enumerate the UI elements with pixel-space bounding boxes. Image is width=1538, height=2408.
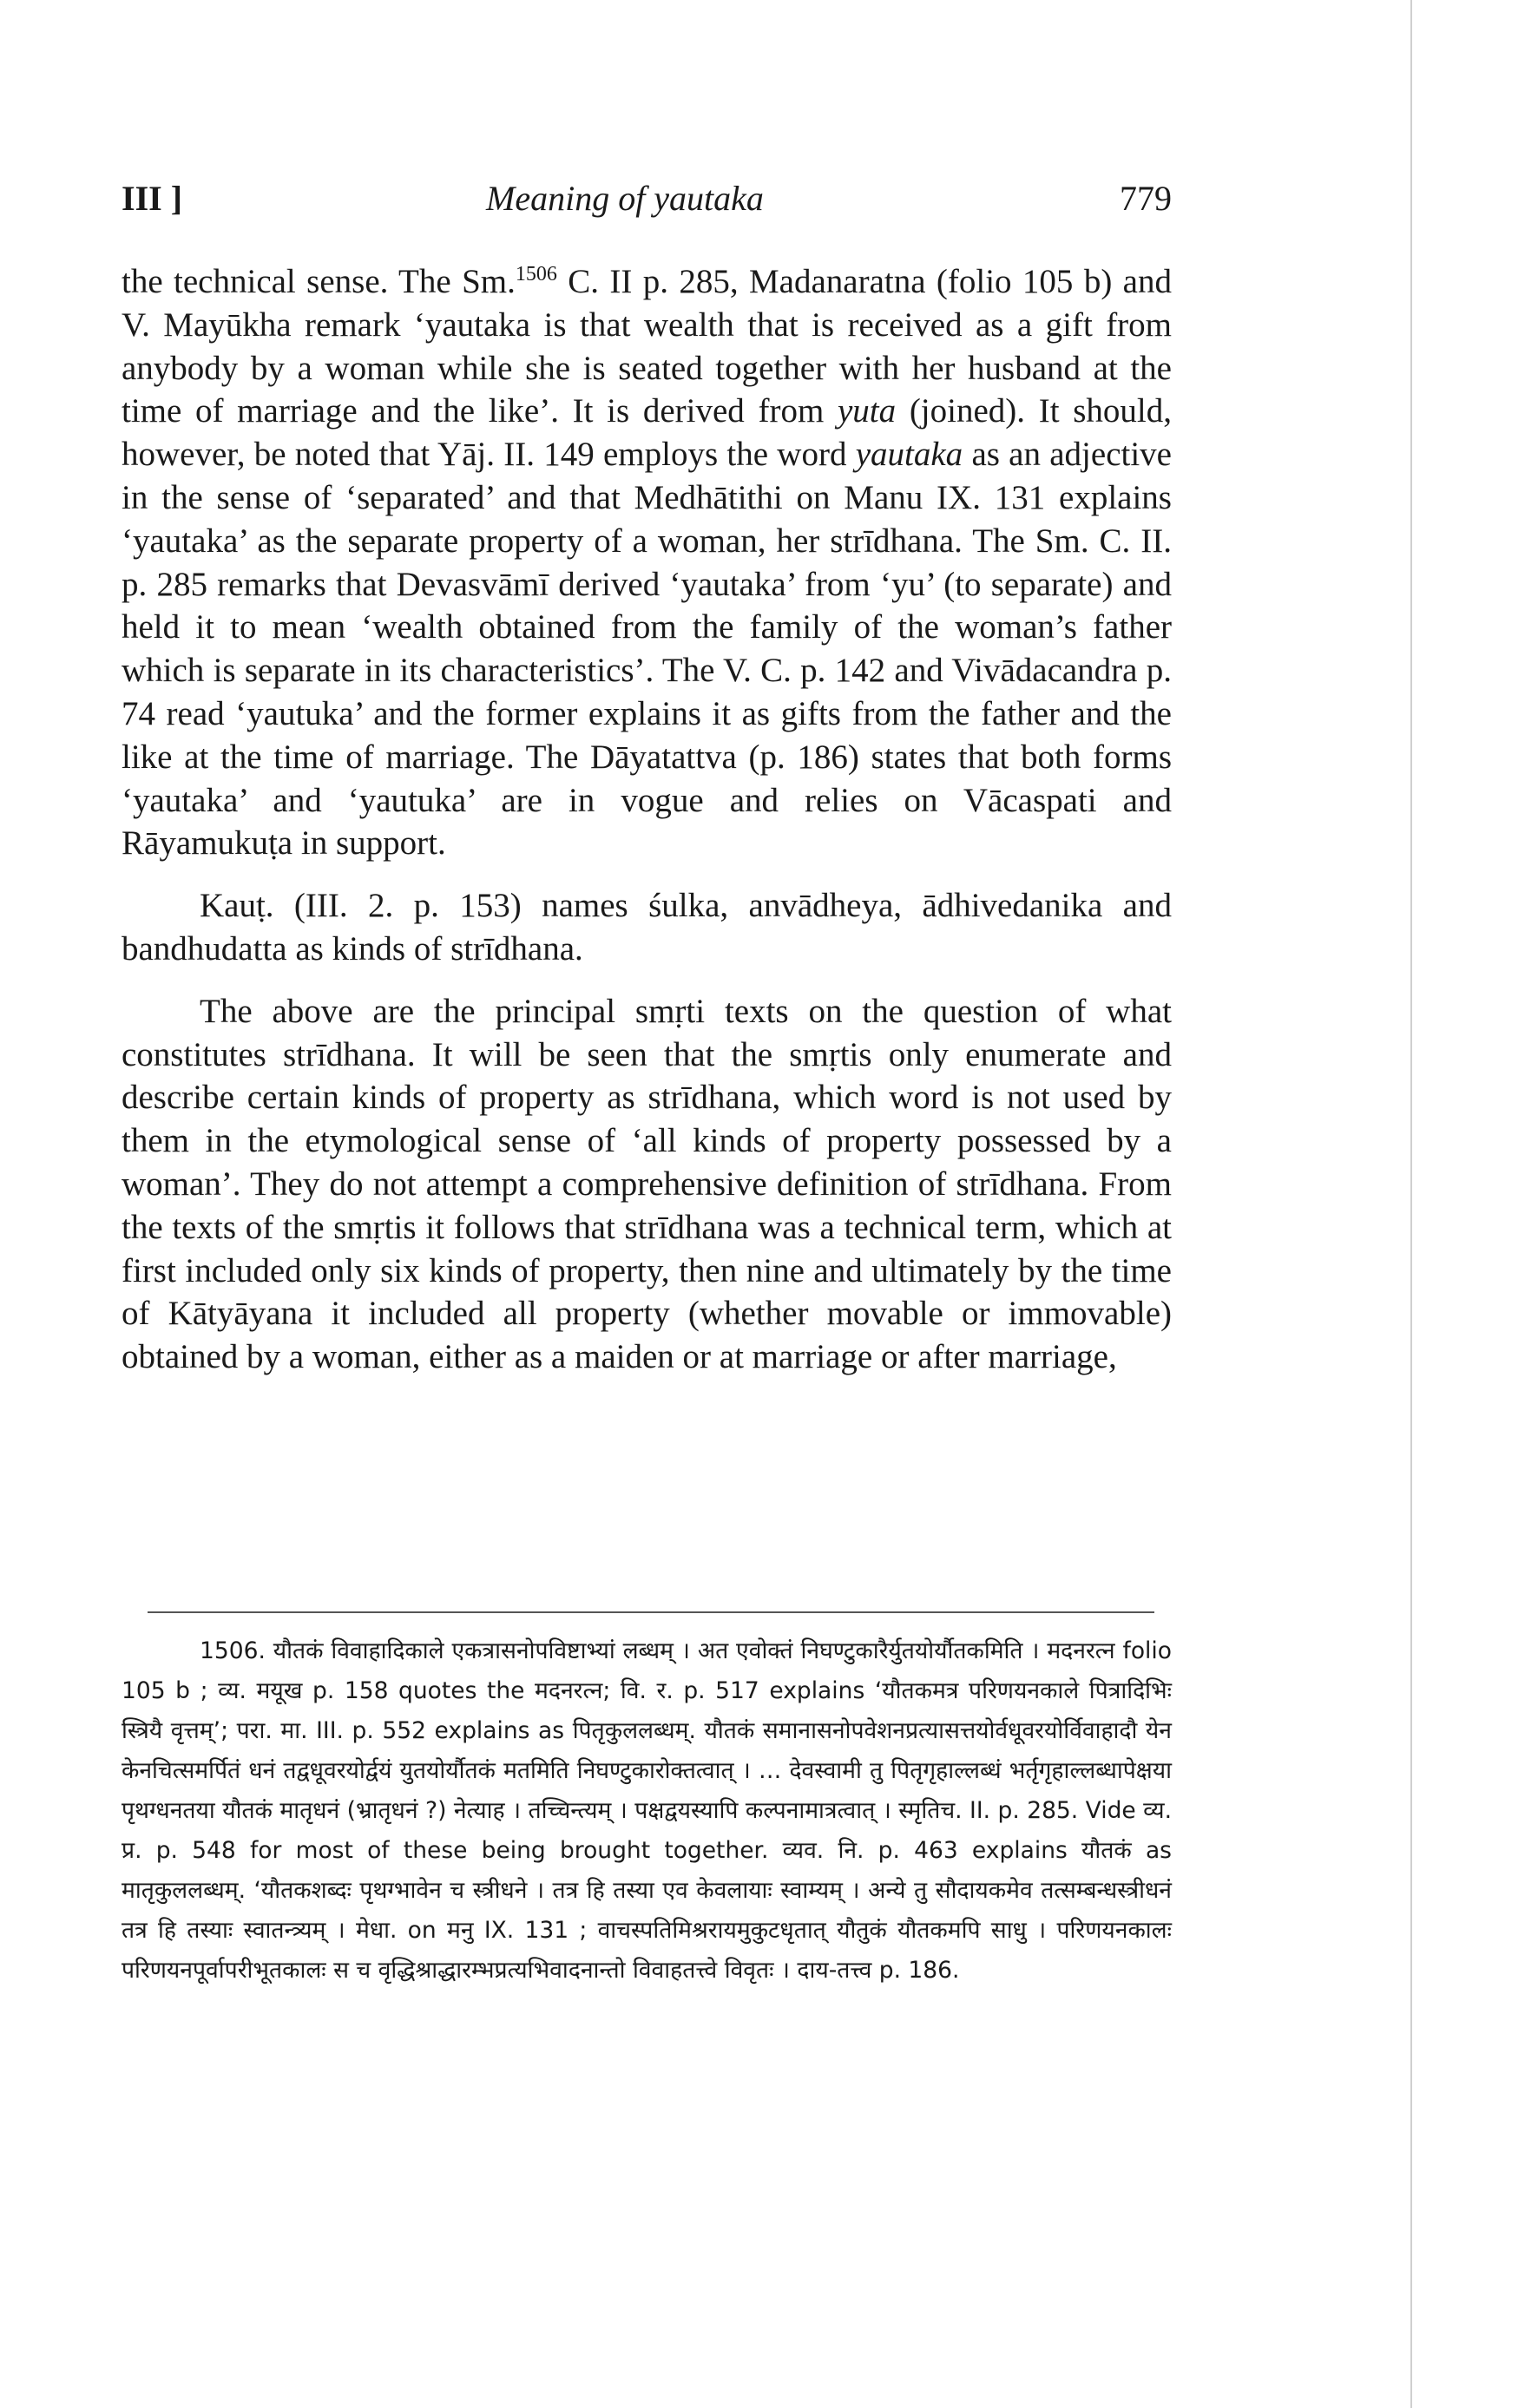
page-header bbox=[122, 178, 1172, 230]
footnote-paragraph bbox=[122, 1631, 1172, 1991]
paragraph-text: (joined). It should, however, be noted that Yāj. II. 149 employs the word bbox=[122, 392, 1172, 474]
footnote-reference: 1506 bbox=[515, 263, 557, 285]
main-text bbox=[122, 260, 1172, 1379]
running-title: Meaning of yautaka bbox=[486, 179, 764, 218]
scan-edge-line bbox=[1410, 0, 1412, 2408]
paragraph-text: C. II p. 285, Madanaratna (folio 105 b) and V. Mayūkha remark ‘yautaka is that wealth that is received as a gift from anybody by a woman while she is seated together with her husband at the time of marriage and the like’. It is derived from bbox=[122, 263, 1172, 430]
paragraph-kautilya: Kauṭ. (III. 2. p. 153) names śulka, anvādheya, ādhivedanika and bandhudatta as kinds of strīdhana. bbox=[122, 887, 1172, 968]
footnote-separator bbox=[148, 1611, 1154, 1613]
chapter-marker: III ] bbox=[122, 179, 183, 218]
footnote-1506 bbox=[122, 1631, 1172, 1991]
footnote-number: 1506. bbox=[200, 1637, 266, 1664]
paragraph-gap bbox=[122, 865, 1172, 884]
paragraph-gap bbox=[122, 971, 1172, 990]
page-number: 779 bbox=[1120, 179, 1172, 218]
italic-term: yuta bbox=[837, 392, 897, 430]
paragraph-yautaka-meaning bbox=[122, 260, 1172, 865]
paragraph-text: the technical sense. The Sm. bbox=[122, 263, 516, 300]
paragraph-text: as an adjective in the sense of ‘separated’ and that Medhātithi on Manu IX. 131 explains ‘yautaka’ as the separate property of a woman, her strīdhana. The Sm. C. II. p. 285 remarks that Devasvāmī derived ‘yautaka’ from ‘yu’ (to separate) and held it to mean ‘wealth obtained from the family of the woman’s father which is separate in its characteristics’. The V. C. p. 142 and Vivādacandra p. 74 read ‘yautuka’ and the former explains it as gifts from the father and the like at the time of marriage. The Dāyatattva (p. 186) states that both forms ‘yautaka’ and ‘yautuka’ are in vogue and relies on Vācaspati and Rāyamukuṭa in support. bbox=[122, 436, 1172, 863]
paragraph-smrti-texts: The above are the principal smṛti texts on the question of what constitutes strīdhana. It will be seen that the smṛtis only enumerate and describe certain kinds of property as strīdhana, which word is not used by them in the etymological sense of ‘all kinds of property possessed by a woman’. They do not attempt a comprehensive definition of strīdhana. From the texts of the smṛtis it follows that strīdhana was a technical term, which at first included only six kinds of property, then nine and ultimately by the time of Kātyāyana it included all property (whether movable or immovable) obtained by a woman, either as a maiden or at marriage or after marriage, bbox=[122, 992, 1172, 1376]
footnote-text: यौतकं विवाहादिकाले एकत्रासनोपविष्टाभ्यां लब्धम् । अत एवोक्तं निघण्टुकारैर्युतयोर्यौतकमिति । मदनरत्न folio 105 b ; व्य. मयूख p. 158 quotes the मदनरत्न; वि. र. p. 517 explains ‘यौतकमत्र परिणयनकाले पित्रादिभिः स्त्रियै वृत्तम्’; परा. मा. III. p. 552 explains as पितृकुललब्धम्. यौतकं समानासनोपवेशनप्रत्यासत्तयोर्वधूवरयोर्विवाहादौ येन केनचित्समर्पितं धनं तद्वधूवरयोर्द्वयं युतयोर्यौतकं मतमिति निघण्टुकारोक्तत्वात् । … देवस्वामी तु पितृगृहाल्लब्धं भर्तृगृहाल्लब्धापेक्षया पृथग्धनतया यौतकं मातृधनं (भ्रातृधनं ?) नेत्याह । तच्चिन्त्यम् । पक्षद्वयस्यापि कल्पनामात्रत्वात् । स्मृतिच. II. p. 285. Vide व्य. प्र. p. 548 for most of these being brought together. व्यव. नि. p. 463 explains यौतकं as मातृकुललब्धम्. ‘यौतकशब्दः पृथग्भावेन च स्त्रीधने । तत्र हि तस्या एव केवलायाः स्वाम्यम् । अन्ये तु सौदायकमेव तत्सम्बन्धस्त्रीधनं तत्र हि तस्याः स्वातन्त्र्यम् । मेधा. on मनु IX. 131 ; वाचस्पतिमिश्ररायमुकुटधृतात् यौतुकं यौतकमपि साधु । परिणयनकालः परिणयनपूर्वापरीभूतकालः स च वृद्धिश्राद्धारम्भप्रत्यभिवादनान्तो विवाहतत्त्वे विवृतः । दाय-तत्त्व p. 186. bbox=[122, 1637, 1172, 1984]
italic-term: yautaka bbox=[855, 436, 963, 474]
